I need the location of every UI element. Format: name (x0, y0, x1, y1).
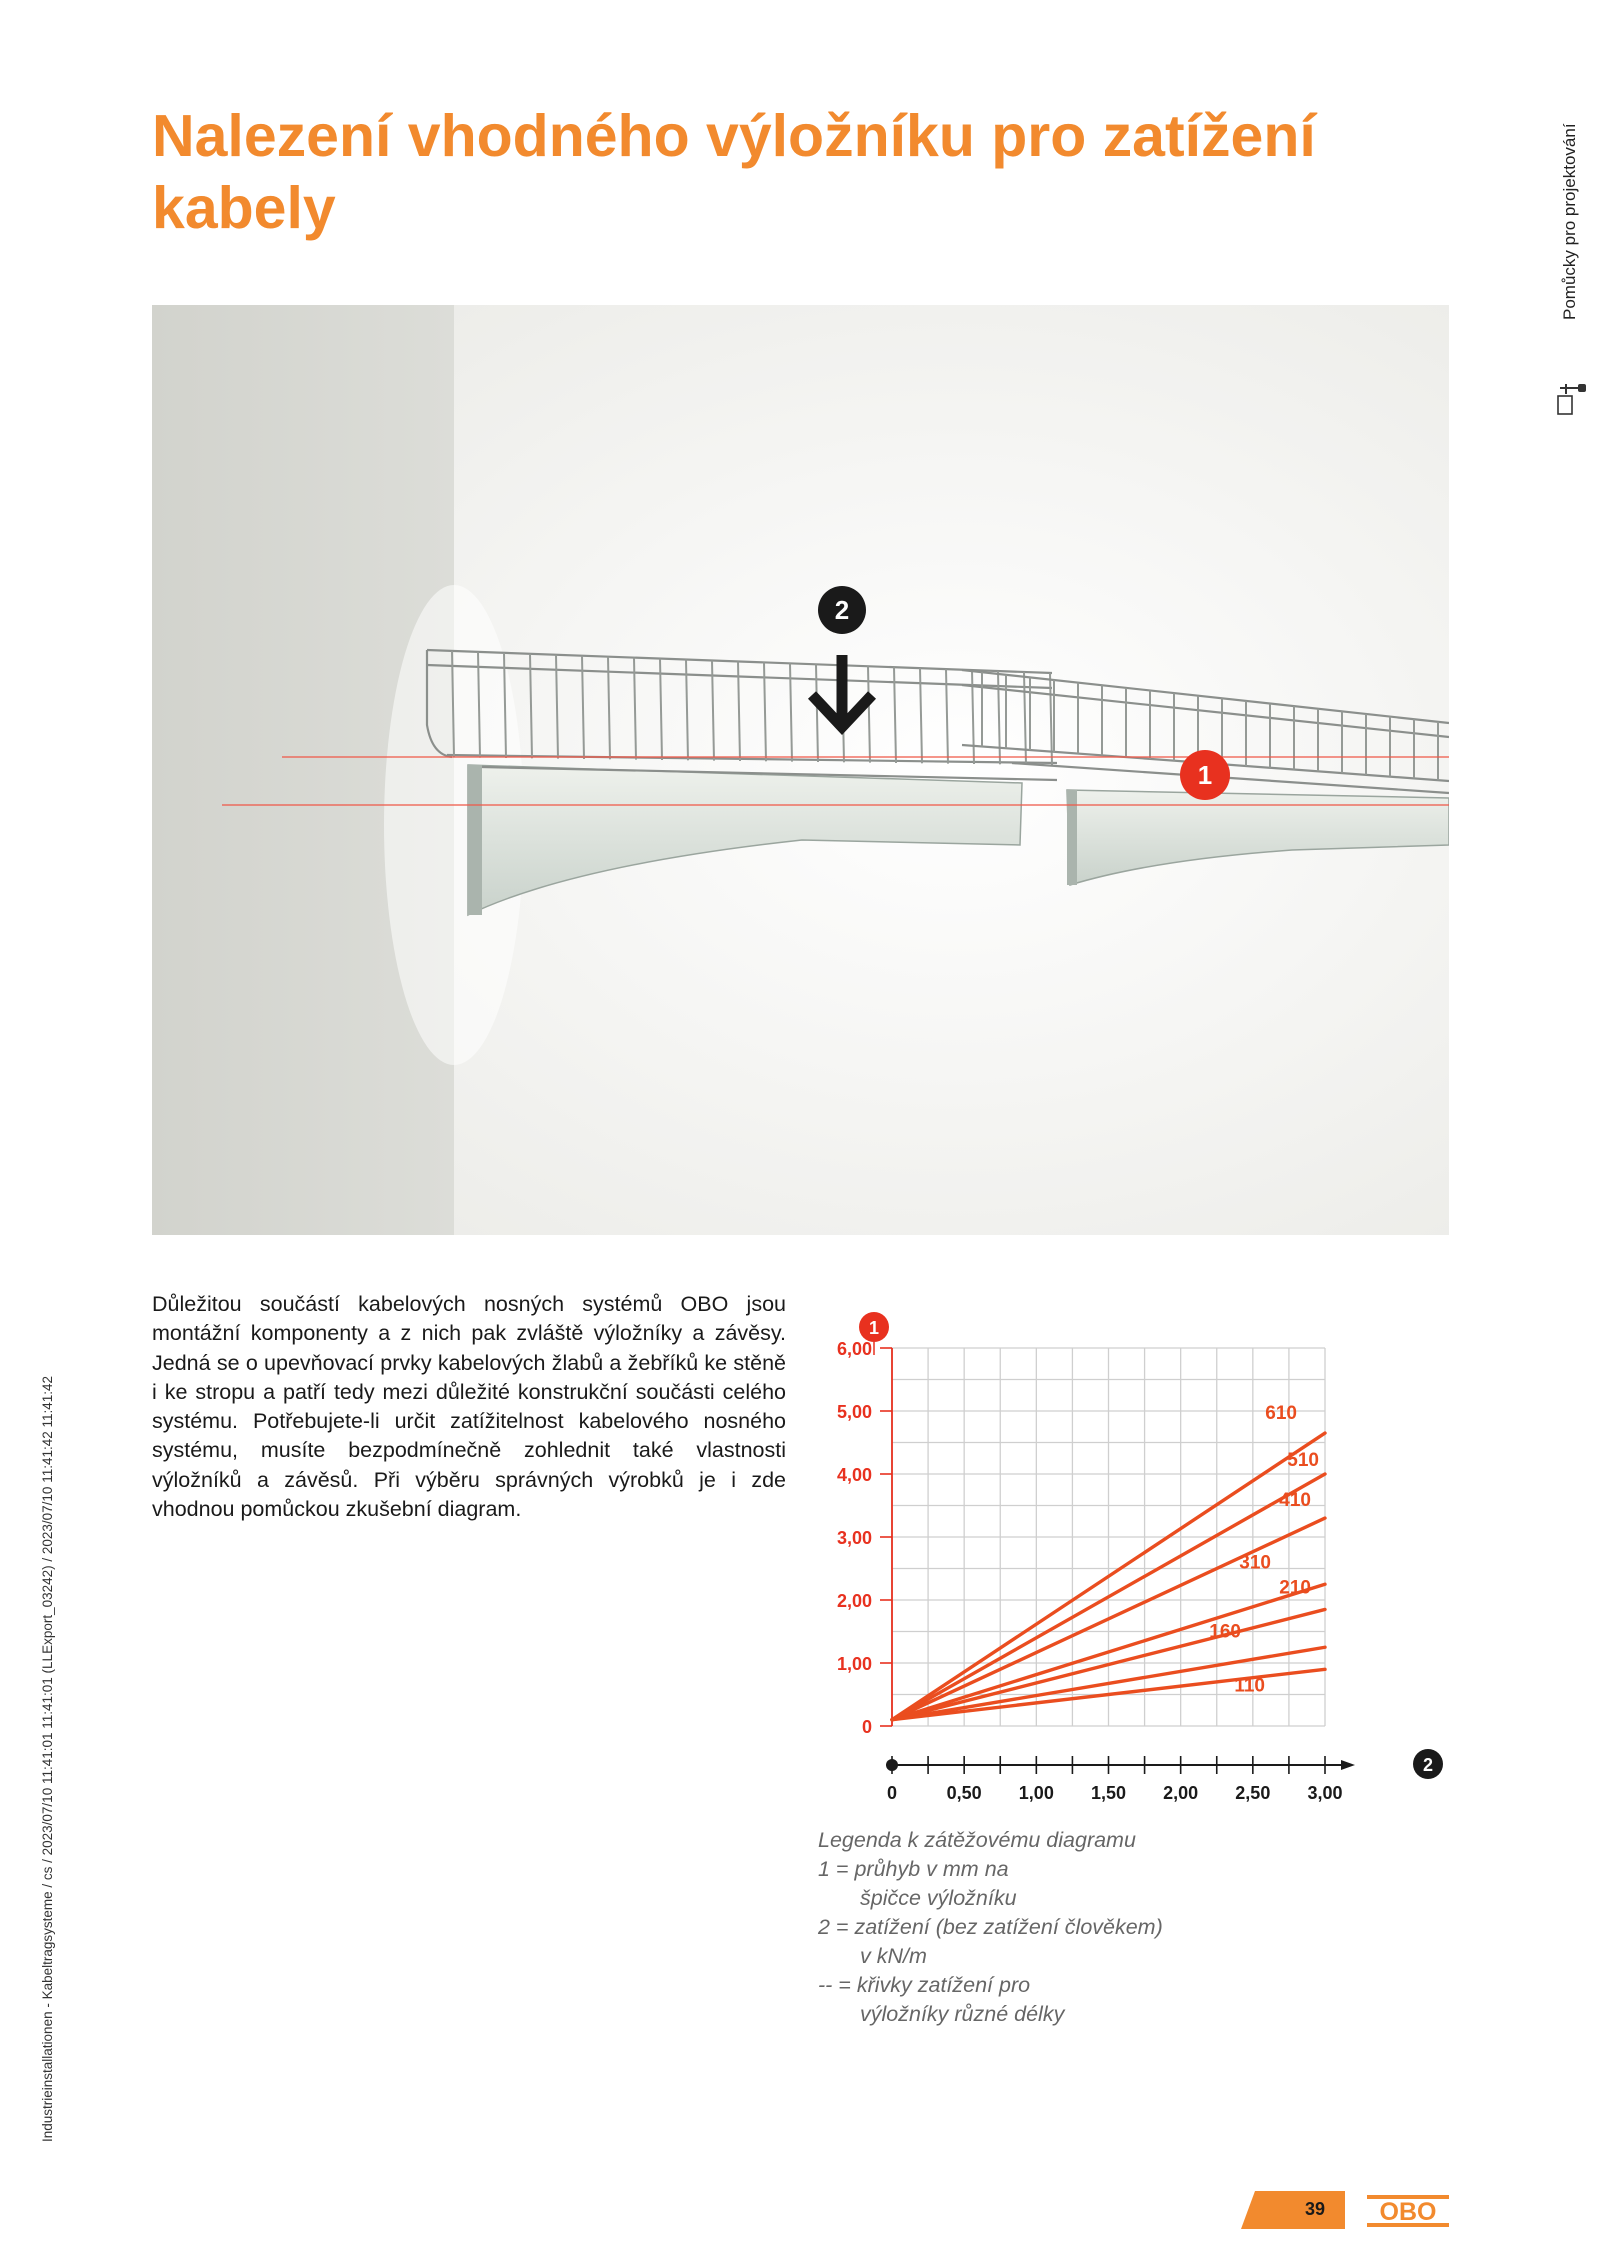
y-tick-label: 3,00 (836, 1528, 872, 1548)
legend-item-2-cont: v kN/m (860, 1944, 927, 1968)
planning-tools-icon (1556, 382, 1588, 416)
brand-name: OBO (1379, 2198, 1437, 2226)
x-axis-marker-label: 2 (1422, 1755, 1434, 1775)
chart-legend (818, 1826, 1238, 2029)
page-title: Nalezení vhodného výložníku pro zatížení kabely (152, 103, 1316, 241)
x-tick-label: 1,00 (1018, 1783, 1054, 1803)
product-photo (152, 305, 1449, 1235)
section-side-label: Pomůcky pro projektování (1560, 123, 1579, 320)
legend-item-3-cont: výložníky různé délky (860, 2002, 1065, 2026)
x-tick-label: 0 (886, 1783, 898, 1803)
x-tick-label: 2,00 (1163, 1783, 1199, 1803)
legend-item-1-cont: špičce výložníku (860, 1886, 1017, 1910)
load-diagram (800, 1300, 1460, 1810)
x-tick-label: 2,50 (1235, 1783, 1271, 1803)
series-label-160: 160 (1209, 1621, 1241, 1643)
legend-item-3: -- = křivky zatížení pro (818, 1973, 1031, 1997)
x-tick-label: 0,50 (946, 1783, 982, 1803)
y-axis-ticks (837, 1339, 892, 1737)
legend-item-2: 2 = zatížení (bez zatížení člověkem) (818, 1915, 1163, 1939)
x-tick-label: 1,50 (1090, 1783, 1127, 1803)
y-tick-label: 2,00 (836, 1591, 872, 1611)
legend-item-1: 1 = průhyb v mm na (818, 1857, 1009, 1881)
chart-grid (892, 1348, 1325, 1726)
y-tick-label: 1,00 (836, 1654, 872, 1674)
x-axis (886, 1756, 1355, 1803)
y-tick-label: 6,00 (836, 1339, 872, 1359)
legend-title: Legenda k zátěžovému diagramu (818, 1828, 1136, 1852)
y-tick-label: 0 (861, 1717, 872, 1737)
y-axis-marker-label: 1 (868, 1318, 880, 1338)
y-axis-marker (859, 1312, 889, 1342)
series-label-610: 610 (1265, 1403, 1297, 1425)
y-tick-label: 5,00 (836, 1402, 872, 1422)
export-footer-text: Industrieinstallationen - Kabeltragsysteme / cs / 2023/07/10 11:41:01 11:41:01 (LLExport_03242) / 2023/07/10 11:41:42 11:41:42 (40, 1375, 55, 2142)
body-paragraph: Důležitou součástí kabelových nosných systémů OBO jsou montážní komponenty a z nich pak zvláště výložníky a závěsy. Jedná se o upevňovací prvky kabelových žlabů a žebříků ke stěně i ke stropu a patří tedy mezi důležité konstrukční součásti celého systému. Potřebujete-li určit zatížitelnost kabelového nosného systému, musíte bezpodmínečně zohlednit také vlastnosti výložníků a závěsů. Při výběru správných výrobků je i zde vhodnou pomůckou zkušební diagram. (152, 1292, 786, 1522)
series-label-510: 510 (1287, 1450, 1319, 1471)
x-tick-label: 3,00 (1307, 1783, 1343, 1803)
series-label-110: 110 (1234, 1675, 1265, 1697)
series-label-210: 210 (1279, 1577, 1311, 1599)
x-axis-marker (1413, 1749, 1443, 1779)
x-axis-arrow-icon (1341, 1760, 1355, 1770)
page-number: 39 (1304, 2199, 1326, 2219)
series-label-310: 310 (1239, 1552, 1271, 1574)
obo-logo (1367, 2195, 1449, 2227)
y-tick-label: 4,00 (836, 1465, 872, 1485)
photo-marker-2-label: 2 (834, 595, 850, 625)
series-label-410: 410 (1279, 1490, 1311, 1512)
photo-marker-1-label: 1 (1197, 760, 1213, 790)
